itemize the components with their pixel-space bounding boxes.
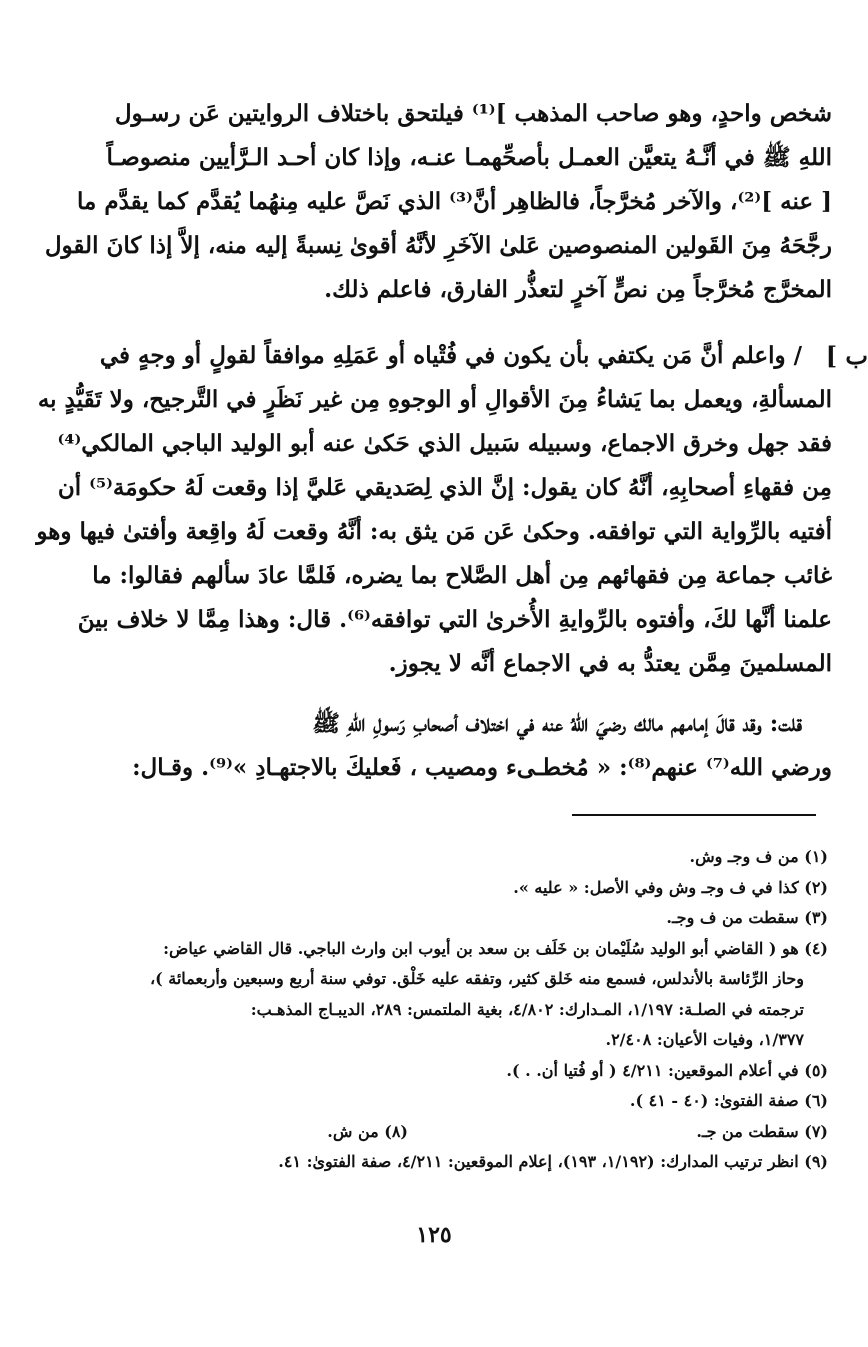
text-line: [ عنه ]⁽²⁾، والآخر مُخرَّجاً، فالظاهِر أنَّ⁽³⁾ الذي نَصَّ عليه مِنهُما يُقدَّم كما يقدَّم ما <box>77 188 832 215</box>
text-line: فقد جهل وخرق الاجماع، وسبيله سَبيل الذي حَكىٰ عنه أبو الوليد الباجي المالكي⁽⁴⁾ <box>57 430 832 457</box>
footnote-6: (٦) صفة الفتوىٰ: (٤٠ - ٤١ ). <box>629 1091 828 1110</box>
page-number: ١٢٥ <box>416 1222 452 1248</box>
footnote-4-continued: ترجمته في الصلـة: ١/١٩٧، المـدارك: ٤/٨٠٢، بغية الملتمس: ٢٨٩، الديبـاج المذهـب: <box>250 999 804 1019</box>
text-line: المخرَّج مُخرَّجاً مِن نصٍّ آخرٍ لتعذُّر الفارق، فاعلم ذلك. <box>324 276 832 303</box>
text-line: اللهِ ﷺ في أنَّـهُ يتعيَّن العمـل بأصحِّهمـا عنـه، وإذا كان أحـد الـرَّأيين منصوصـاً <box>106 144 832 171</box>
text-line: شخص واحدٍ، وهو صاحب المذهب ]⁽¹⁾ فيلتحق باختلاف الروايتين عَن رسـول <box>114 100 832 127</box>
footnote-4: (٤) هو ( القاضي أبو الوليد سُلَيْمان بن خَلَف بن سعد بن أيوب ابن وارث الباجي. قال القاضي عياض: <box>163 938 828 958</box>
footnote-4-continued: وحاز الرِّئاسة بالأندلس، فسمع منه خَلق كثير، وتفقه عليه خَلْق. توفي سنة أربع وسبعين وأربعمائة )، <box>149 969 804 988</box>
text-line: رجَّحَهُ مِنَ القَولين المنصوصين عَلىٰ الآخَرِ لأنَّهُ أقوىٰ نِسبةً إليه منه، إلاَّ إذا كانَ القول <box>44 232 832 259</box>
paragraph-1 <box>44 92 832 312</box>
text-line: مِن فقهاءِ أصحابِهِ، أنَّهُ كان يقول: إنَّ الذي لِصَديقي عَليَّ إذا وقعت لَهُ حكومَة⁽⁵⁾ أن <box>57 474 832 501</box>
text-line: ورضي الله⁽⁷⁾ عنهم⁽⁸⁾: « مُخطـىء ومصيب ، فَعليكَ بالاجتهـادِ »⁽⁹⁾. وقـال: <box>132 754 832 781</box>
footnote-separator <box>572 814 816 816</box>
text-line: المسلمينَ مِمَّن يعتدُّ به في الاجماع أنَّه لا يجوز. <box>388 650 832 677</box>
paragraph-3 <box>72 702 832 790</box>
footnote-5: (٥) في أعلام الموقعين: ٤/٢١١ ( أو فُتيا أن. . ). <box>506 1060 828 1080</box>
text-line: المسألةِ، ويعمل بما يَشاءُ مِنَ الأقوالِ أو الوجوهِ مِن غير نَظَرٍ في التَّرجيح، ولا تَقَيُّدٍ به <box>37 386 832 413</box>
text-line: أفتيه بالرِّواية التي توافقه. وحكىٰ عَن مَن يثق به: أنَّهُ وقعت لَهُ واقِعة وأفتىٰ فيها وهو <box>36 518 832 545</box>
footnote-2: (٢) كذا في ف وجـ وش وفي الأصل: « عليه ». <box>513 877 828 897</box>
footnote-4-continued: ١/٣٧٧، وفيات الأعيان: ٢/٤٠٨. <box>605 1030 804 1049</box>
text-line: / واعلم أنَّ مَن يكتفي بأن يكون في فُتْياه أو عَمَلِهِ موافقاً لقولٍ أو وجهٍ في <box>99 342 802 369</box>
footnote-8: (٨) من ش. <box>327 1121 408 1141</box>
paragraph-2 <box>36 334 832 686</box>
footnote-9: (٩) انظر ترتيب المدارك: (١/١٩٢، ١٩٣)، إعلام الموقعين: ٤/٢١١، صفة الفتوىٰ: ٤١. <box>278 1152 828 1171</box>
footnote-row-7-8 <box>78 1117 828 1148</box>
footnotes <box>78 842 828 1178</box>
footnote-3: (٣) سقطت من ف وجـ. <box>666 908 828 927</box>
text-line: قلت: وقد قالَ إمامهم مالك رضيَ اللهُ عنه في اختلاف أصحابِ رَسولِ اللهِ ﷺ <box>312 710 802 737</box>
text-line: علمنا أنَّها لكَ، وأفتوه بالرِّوايةِ الأُخرىٰ التي توافقه⁽⁶⁾. قال: وهذا مِمَّا لا خلاف بينَ <box>77 606 832 633</box>
margin-folio-mark: ب ] <box>825 341 868 370</box>
text-line: غائب جماعة مِن فقهائهم مِن أهل الصَّلاح بما يضره، فَلمَّا عادَ سألهم فقالوا: ما <box>92 562 832 589</box>
footnote-1: (١) من ف وجـ وش. <box>689 847 828 866</box>
footnote-7: (٧) سقطت من جـ. <box>696 1121 828 1141</box>
